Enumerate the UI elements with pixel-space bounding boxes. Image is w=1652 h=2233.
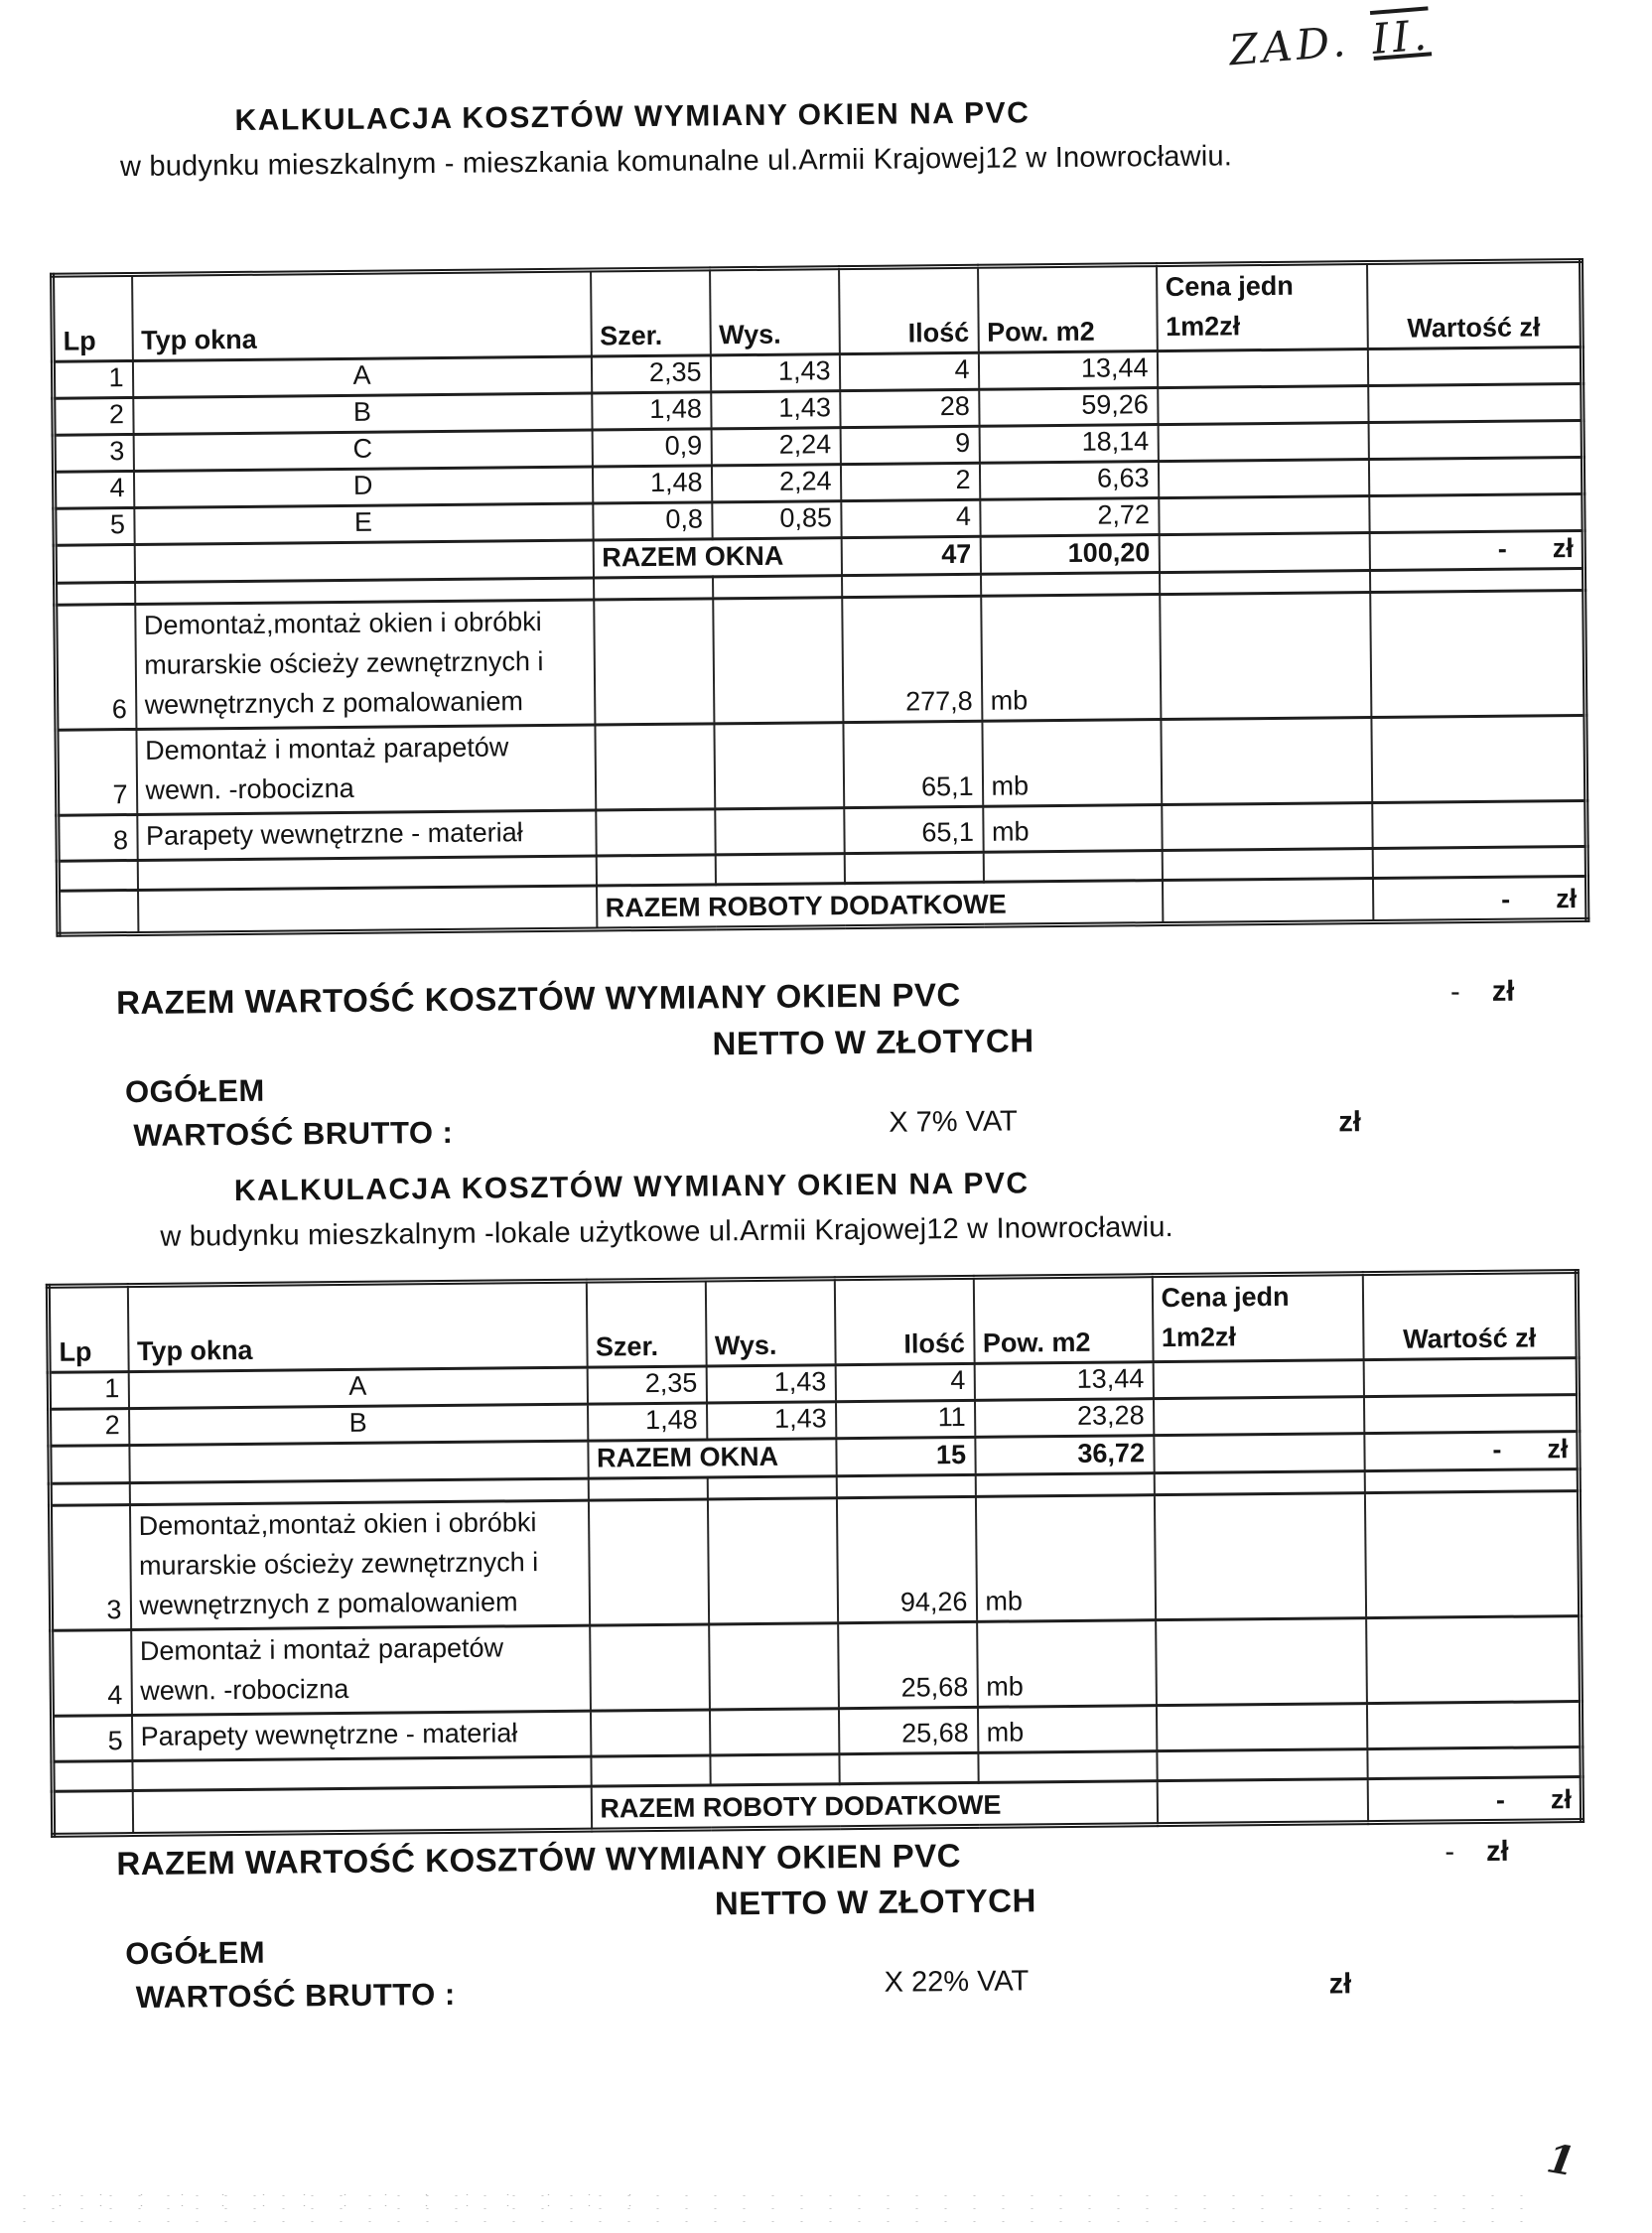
summary2-vat: X 22% VAT bbox=[884, 1965, 1030, 1999]
description-line: wewnętrznych z pomalowaniem bbox=[139, 1587, 518, 1620]
cell-empty bbox=[1369, 568, 1583, 592]
cell-empty bbox=[590, 1710, 709, 1756]
cell-empty bbox=[842, 574, 981, 597]
cell-lp: 1 bbox=[53, 360, 132, 398]
header-cena-line2: 1m2zł bbox=[1165, 311, 1241, 342]
summary2-netto-line: NETTO W ZŁOTYCH bbox=[714, 1882, 1037, 1922]
cell-lp: 8 bbox=[58, 814, 137, 861]
cell-lp: 4 bbox=[52, 1630, 132, 1717]
header-ilosc: Ilość bbox=[834, 1277, 974, 1364]
razem-okna-label: RAZEM OKNA bbox=[593, 538, 841, 578]
currency-zl: zł bbox=[1485, 1835, 1509, 1868]
header-cena-line1: Cena jedn bbox=[1165, 270, 1294, 302]
cell-lp: 5 bbox=[55, 507, 134, 545]
cell-empty bbox=[707, 1476, 836, 1499]
razem-okna-pow: 36,72 bbox=[975, 1436, 1154, 1475]
dash-placeholder: - bbox=[1449, 976, 1460, 1009]
description-line: wewn. -robocizna bbox=[145, 772, 354, 805]
table-header-row bbox=[53, 260, 1583, 361]
cell-empty bbox=[1372, 800, 1586, 848]
cell-unit: mb bbox=[977, 1706, 1156, 1753]
cell-description bbox=[137, 810, 596, 860]
cell-empty bbox=[591, 1755, 710, 1786]
cell-ilosc: 9 bbox=[840, 426, 979, 464]
description-line: Parapety wewnętrzne - materiał bbox=[140, 1718, 518, 1751]
cell-value: 277,8 bbox=[842, 596, 982, 722]
dash-placeholder: - bbox=[1497, 533, 1507, 564]
cell-empty bbox=[1156, 1704, 1366, 1751]
header-cena-line1: Cena jedn bbox=[1161, 1281, 1290, 1314]
cell-wys: 1,43 bbox=[707, 1402, 836, 1440]
cell-empty bbox=[594, 599, 714, 725]
cell-pow: 6,63 bbox=[979, 462, 1158, 500]
cell-typ: A bbox=[128, 1367, 587, 1408]
header-typ-okna: Typ okna bbox=[132, 270, 592, 360]
cell-empty bbox=[981, 573, 1160, 597]
cell-empty bbox=[1161, 718, 1372, 805]
cell-pow: 2,72 bbox=[980, 498, 1159, 537]
cell-typ: A bbox=[132, 356, 591, 397]
cell-lp: 2 bbox=[54, 397, 133, 435]
cell-empty bbox=[713, 598, 843, 724]
cell-pow: 59,26 bbox=[979, 388, 1158, 427]
cell-cena-empty bbox=[1153, 1360, 1363, 1399]
cell-ilosc: 4 bbox=[841, 499, 980, 537]
currency-zl: zł bbox=[1552, 533, 1574, 564]
cell-description bbox=[131, 1625, 591, 1715]
cell-empty bbox=[132, 1786, 591, 1834]
summary1-dash-zl bbox=[1450, 976, 1515, 1010]
cell-lp: 3 bbox=[54, 434, 133, 472]
cell-wys: 2,24 bbox=[711, 465, 840, 502]
razem-roboty-wartosc bbox=[1372, 876, 1586, 921]
cell-lp: 7 bbox=[57, 729, 137, 815]
cell-unit: mb bbox=[982, 720, 1162, 807]
section2-table bbox=[46, 1269, 1584, 1838]
section1-subtitle: w budynku mieszkalnym - mieszkania komunalne ul.Armii Krajowej12 w Inowrocławiu. bbox=[119, 140, 1233, 184]
header-ilosc: Ilość bbox=[839, 266, 979, 353]
annotation-text: ZAD. bbox=[1227, 16, 1351, 75]
dash-placeholder: - bbox=[1445, 1836, 1455, 1869]
cell-empty bbox=[129, 1441, 588, 1482]
cell-lp: 5 bbox=[52, 1716, 131, 1762]
cell-value: 65,1 bbox=[843, 721, 983, 807]
cell-empty bbox=[715, 854, 844, 885]
description-line: Demontaż,montaż okien i obróbki bbox=[143, 607, 542, 640]
summary2-ogolem: OGÓŁEM bbox=[125, 1934, 266, 1972]
header-pow-m2: Pow. m2 bbox=[978, 265, 1158, 353]
header-lp: Lp bbox=[53, 274, 133, 361]
cell-szer: 1,48 bbox=[588, 1403, 707, 1441]
cell-wartosc-empty bbox=[1368, 420, 1583, 459]
razem-okna-ilosc: 47 bbox=[841, 536, 980, 575]
cell-unit: mb bbox=[977, 1620, 1157, 1708]
cell-empty bbox=[709, 1709, 838, 1755]
currency-zl: zł bbox=[1491, 975, 1515, 1008]
cell-empty bbox=[1371, 715, 1586, 802]
cell-empty bbox=[1159, 533, 1369, 573]
cell-empty bbox=[137, 856, 596, 890]
annotation-numeral: II. bbox=[1370, 10, 1433, 64]
section2-title: KALKULACJA KOSZTÓW WYMIANY OKIEN NA PVC bbox=[233, 1167, 1030, 1208]
extra-row bbox=[57, 715, 1586, 815]
header-wartosc: Wartość zł bbox=[1362, 1272, 1578, 1360]
cell-empty bbox=[1159, 571, 1369, 595]
extra-row bbox=[56, 590, 1585, 730]
cell-cena-empty bbox=[1158, 386, 1368, 425]
description-line: wewnętrznych z pomalowaniem bbox=[144, 686, 524, 720]
cell-ilosc: 4 bbox=[839, 352, 978, 390]
cell-empty bbox=[1154, 1493, 1365, 1620]
razem-roboty-label: RAZEM ROBOTY DODATKOWE bbox=[596, 881, 1162, 929]
section1-title: KALKULACJA KOSZTÓW WYMIANY OKIEN NA PVC bbox=[234, 96, 1031, 137]
cell-wartosc-empty bbox=[1368, 457, 1583, 495]
summary1-razem-line: RAZEM WARTOŚĆ KOSZTÓW WYMIANY OKIEN PVC bbox=[115, 976, 961, 1022]
cell-empty bbox=[53, 1791, 132, 1836]
cell-wartosc-empty bbox=[1367, 347, 1582, 385]
header-cena-jedn bbox=[1157, 263, 1368, 351]
header-wartosc: Wartość zł bbox=[1367, 260, 1583, 349]
cell-empty bbox=[1154, 1471, 1364, 1495]
cell-lp: 1 bbox=[49, 1372, 128, 1410]
summary2-brutto-label: WARTOŚĆ BRUTTO : bbox=[135, 1976, 456, 2016]
summary1-zl: zł bbox=[1338, 1106, 1362, 1139]
description-line: murarskie ościeży zewnętrznych i bbox=[138, 1547, 539, 1581]
scanner-noise bbox=[40, 2189, 635, 2215]
summary2-dash-zl bbox=[1445, 1836, 1509, 1870]
cell-szer: 1,48 bbox=[592, 466, 711, 503]
header-szer: Szer. bbox=[591, 269, 711, 356]
cell-szer: 0,9 bbox=[592, 429, 711, 467]
cell-typ: B bbox=[133, 393, 592, 434]
cell-typ: B bbox=[129, 1404, 588, 1445]
razem-roboty-wartosc bbox=[1367, 1777, 1582, 1823]
currency-zl: zł bbox=[1550, 1784, 1573, 1815]
cell-empty bbox=[1367, 1747, 1582, 1779]
summary1-brutto-label: WARTOŚĆ BRUTTO : bbox=[133, 1114, 454, 1154]
cell-szer: 0,8 bbox=[593, 502, 712, 540]
currency-zl: zł bbox=[1547, 1434, 1569, 1465]
cell-wartosc-empty bbox=[1369, 493, 1583, 532]
cell-ilosc: 28 bbox=[840, 389, 979, 427]
razem-okna-wartosc bbox=[1369, 530, 1583, 570]
cell-unit: mb bbox=[975, 1495, 1155, 1622]
currency-zl: zł bbox=[1556, 884, 1578, 914]
cell-empty bbox=[839, 1752, 978, 1783]
razem-okna-label: RAZEM OKNA bbox=[588, 1439, 836, 1478]
cell-szer: 2,35 bbox=[591, 355, 710, 393]
cell-cena-empty bbox=[1153, 1397, 1363, 1436]
cell-unit: mb bbox=[983, 805, 1162, 853]
cell-empty bbox=[1162, 803, 1372, 851]
cell-empty bbox=[1364, 1469, 1579, 1493]
cell-typ: D bbox=[133, 467, 592, 507]
razem-roboty-label: RAZEM ROBOTY DODATKOWE bbox=[591, 1781, 1157, 1830]
cell-empty bbox=[1370, 590, 1585, 717]
cell-empty bbox=[1157, 1749, 1367, 1781]
cell-cena-empty bbox=[1159, 496, 1369, 535]
handwritten-page-number: 1 bbox=[1543, 2135, 1579, 2186]
dash-placeholder: - bbox=[1501, 884, 1511, 914]
cell-empty bbox=[53, 1761, 132, 1792]
cell-ilosc: 2 bbox=[840, 463, 979, 500]
cell-value: 25,68 bbox=[838, 1621, 978, 1708]
cell-wys: 1,43 bbox=[711, 391, 840, 429]
cell-empty bbox=[714, 723, 844, 809]
cell-typ: E bbox=[134, 503, 593, 544]
cell-cena-empty bbox=[1158, 423, 1368, 462]
cell-empty bbox=[1162, 879, 1372, 924]
table-header-row bbox=[48, 1272, 1578, 1373]
cell-value: 65,1 bbox=[844, 806, 983, 853]
cell-lp: 3 bbox=[50, 1505, 130, 1631]
cell-wartosc-empty bbox=[1363, 1395, 1578, 1434]
razem-okna-pow: 100,20 bbox=[980, 535, 1159, 575]
description-line: Demontaż i montaż parapetów bbox=[145, 732, 509, 766]
cell-pow: 13,44 bbox=[974, 1362, 1153, 1401]
extra-row bbox=[52, 1616, 1582, 1717]
cell-wys: 1,43 bbox=[706, 1365, 835, 1403]
description-line: Demontaż i montaż parapetów bbox=[139, 1632, 504, 1666]
extra-row bbox=[50, 1491, 1580, 1631]
cell-empty bbox=[1156, 1618, 1367, 1706]
cell-empty bbox=[707, 1498, 837, 1624]
handwritten-annotation bbox=[1227, 10, 1432, 74]
cell-wys: 1,43 bbox=[710, 354, 839, 392]
cell-ilosc: 4 bbox=[835, 1363, 974, 1401]
cell-pow: 13,44 bbox=[978, 351, 1157, 390]
cell-empty bbox=[595, 724, 715, 810]
cell-szer: 2,35 bbox=[587, 1366, 706, 1404]
cell-empty bbox=[844, 852, 983, 883]
header-pow-m2: Pow. m2 bbox=[973, 1276, 1153, 1364]
header-szer: Szer. bbox=[586, 1280, 706, 1367]
cell-empty bbox=[588, 1499, 708, 1625]
header-lp: Lp bbox=[48, 1286, 128, 1373]
cell-empty bbox=[715, 808, 844, 855]
cell-typ: C bbox=[133, 430, 592, 471]
cell-empty bbox=[1154, 1434, 1364, 1473]
cell-empty bbox=[1364, 1491, 1580, 1618]
header-typ-okna: Typ okna bbox=[127, 1281, 587, 1371]
summary2-razem-line: RAZEM WARTOŚĆ KOSZTÓW WYMIANY OKIEN PVC bbox=[116, 1837, 962, 1883]
cell-pow: 23,28 bbox=[974, 1399, 1153, 1438]
cell-description bbox=[135, 600, 595, 729]
cell-pow: 18,14 bbox=[979, 425, 1158, 464]
cell-empty bbox=[56, 582, 135, 605]
cell-cena-empty bbox=[1157, 349, 1367, 388]
razem-okna-ilosc: 15 bbox=[836, 1437, 975, 1475]
cell-empty bbox=[590, 1624, 710, 1711]
cell-description bbox=[131, 1711, 590, 1760]
cell-empty bbox=[1372, 846, 1586, 878]
cell-lp: 4 bbox=[54, 471, 133, 508]
summary1-vat: X 7% VAT bbox=[889, 1105, 1018, 1139]
cell-empty bbox=[55, 544, 134, 583]
cell-lp: 2 bbox=[50, 1409, 129, 1447]
cell-empty bbox=[836, 1474, 975, 1497]
cell-empty bbox=[138, 886, 597, 933]
cell-empty bbox=[50, 1483, 129, 1506]
cell-empty bbox=[1160, 593, 1371, 720]
cell-lp: 6 bbox=[56, 604, 136, 730]
header-wys: Wys. bbox=[710, 268, 840, 355]
description-line: wewn. -robocizna bbox=[140, 1673, 349, 1706]
header-cena-jedn bbox=[1152, 1274, 1363, 1362]
summary1-ogolem: OGÓŁEM bbox=[124, 1072, 265, 1110]
header-wys: Wys. bbox=[705, 1279, 835, 1366]
cell-empty bbox=[134, 540, 593, 582]
cell-szer: 1,48 bbox=[592, 392, 711, 430]
cell-description bbox=[136, 725, 596, 814]
cell-empty bbox=[1157, 1779, 1367, 1825]
summary2-zl: zł bbox=[1328, 1968, 1352, 2001]
cell-cena-empty bbox=[1158, 460, 1368, 498]
cell-empty bbox=[975, 1473, 1154, 1497]
cell-empty bbox=[1162, 849, 1372, 881]
cell-wys: 0,85 bbox=[712, 501, 841, 539]
razem-okna-wartosc bbox=[1364, 1432, 1579, 1471]
cell-empty bbox=[132, 1756, 591, 1790]
cell-wartosc-empty bbox=[1368, 383, 1583, 422]
dash-placeholder: - bbox=[1492, 1434, 1502, 1465]
cell-ilosc: 11 bbox=[835, 1400, 974, 1438]
section1-table bbox=[50, 258, 1589, 937]
cell-wartosc-empty bbox=[1363, 1358, 1578, 1397]
cell-empty bbox=[588, 1477, 707, 1500]
cell-empty bbox=[596, 809, 715, 856]
cell-empty bbox=[978, 1751, 1157, 1783]
cell-empty bbox=[59, 890, 138, 934]
section2-subtitle: w budynku mieszkalnym -lokale użytkowe ul.Armii Krajowej12 w Inowrocławiu. bbox=[160, 1210, 1173, 1253]
cell-empty bbox=[713, 576, 842, 599]
cell-wys: 2,24 bbox=[711, 428, 840, 466]
cell-value: 94,26 bbox=[836, 1496, 976, 1622]
cell-empty bbox=[710, 1754, 839, 1785]
cell-empty bbox=[594, 577, 713, 600]
cell-empty bbox=[596, 855, 715, 886]
description-line: murarskie ościeży zewnętrznych i bbox=[144, 646, 544, 680]
description-line: Parapety wewnętrzne - materiał bbox=[145, 817, 523, 851]
cell-empty bbox=[1366, 1702, 1581, 1749]
summary1-netto-line: NETTO W ZŁOTYCH bbox=[712, 1022, 1034, 1062]
cell-empty bbox=[983, 851, 1162, 883]
cell-value: 25,68 bbox=[838, 1707, 977, 1753]
cell-empty bbox=[58, 860, 137, 891]
cell-unit: mb bbox=[981, 595, 1161, 722]
cell-description bbox=[129, 1500, 589, 1629]
description-line: Demontaż,montaż okien i obróbki bbox=[138, 1507, 537, 1541]
cell-empty bbox=[709, 1623, 839, 1710]
header-cena-line2: 1m2zł bbox=[1161, 1322, 1237, 1353]
cell-empty bbox=[50, 1446, 129, 1484]
dash-placeholder: - bbox=[1495, 1784, 1506, 1815]
cell-empty bbox=[1366, 1616, 1582, 1704]
